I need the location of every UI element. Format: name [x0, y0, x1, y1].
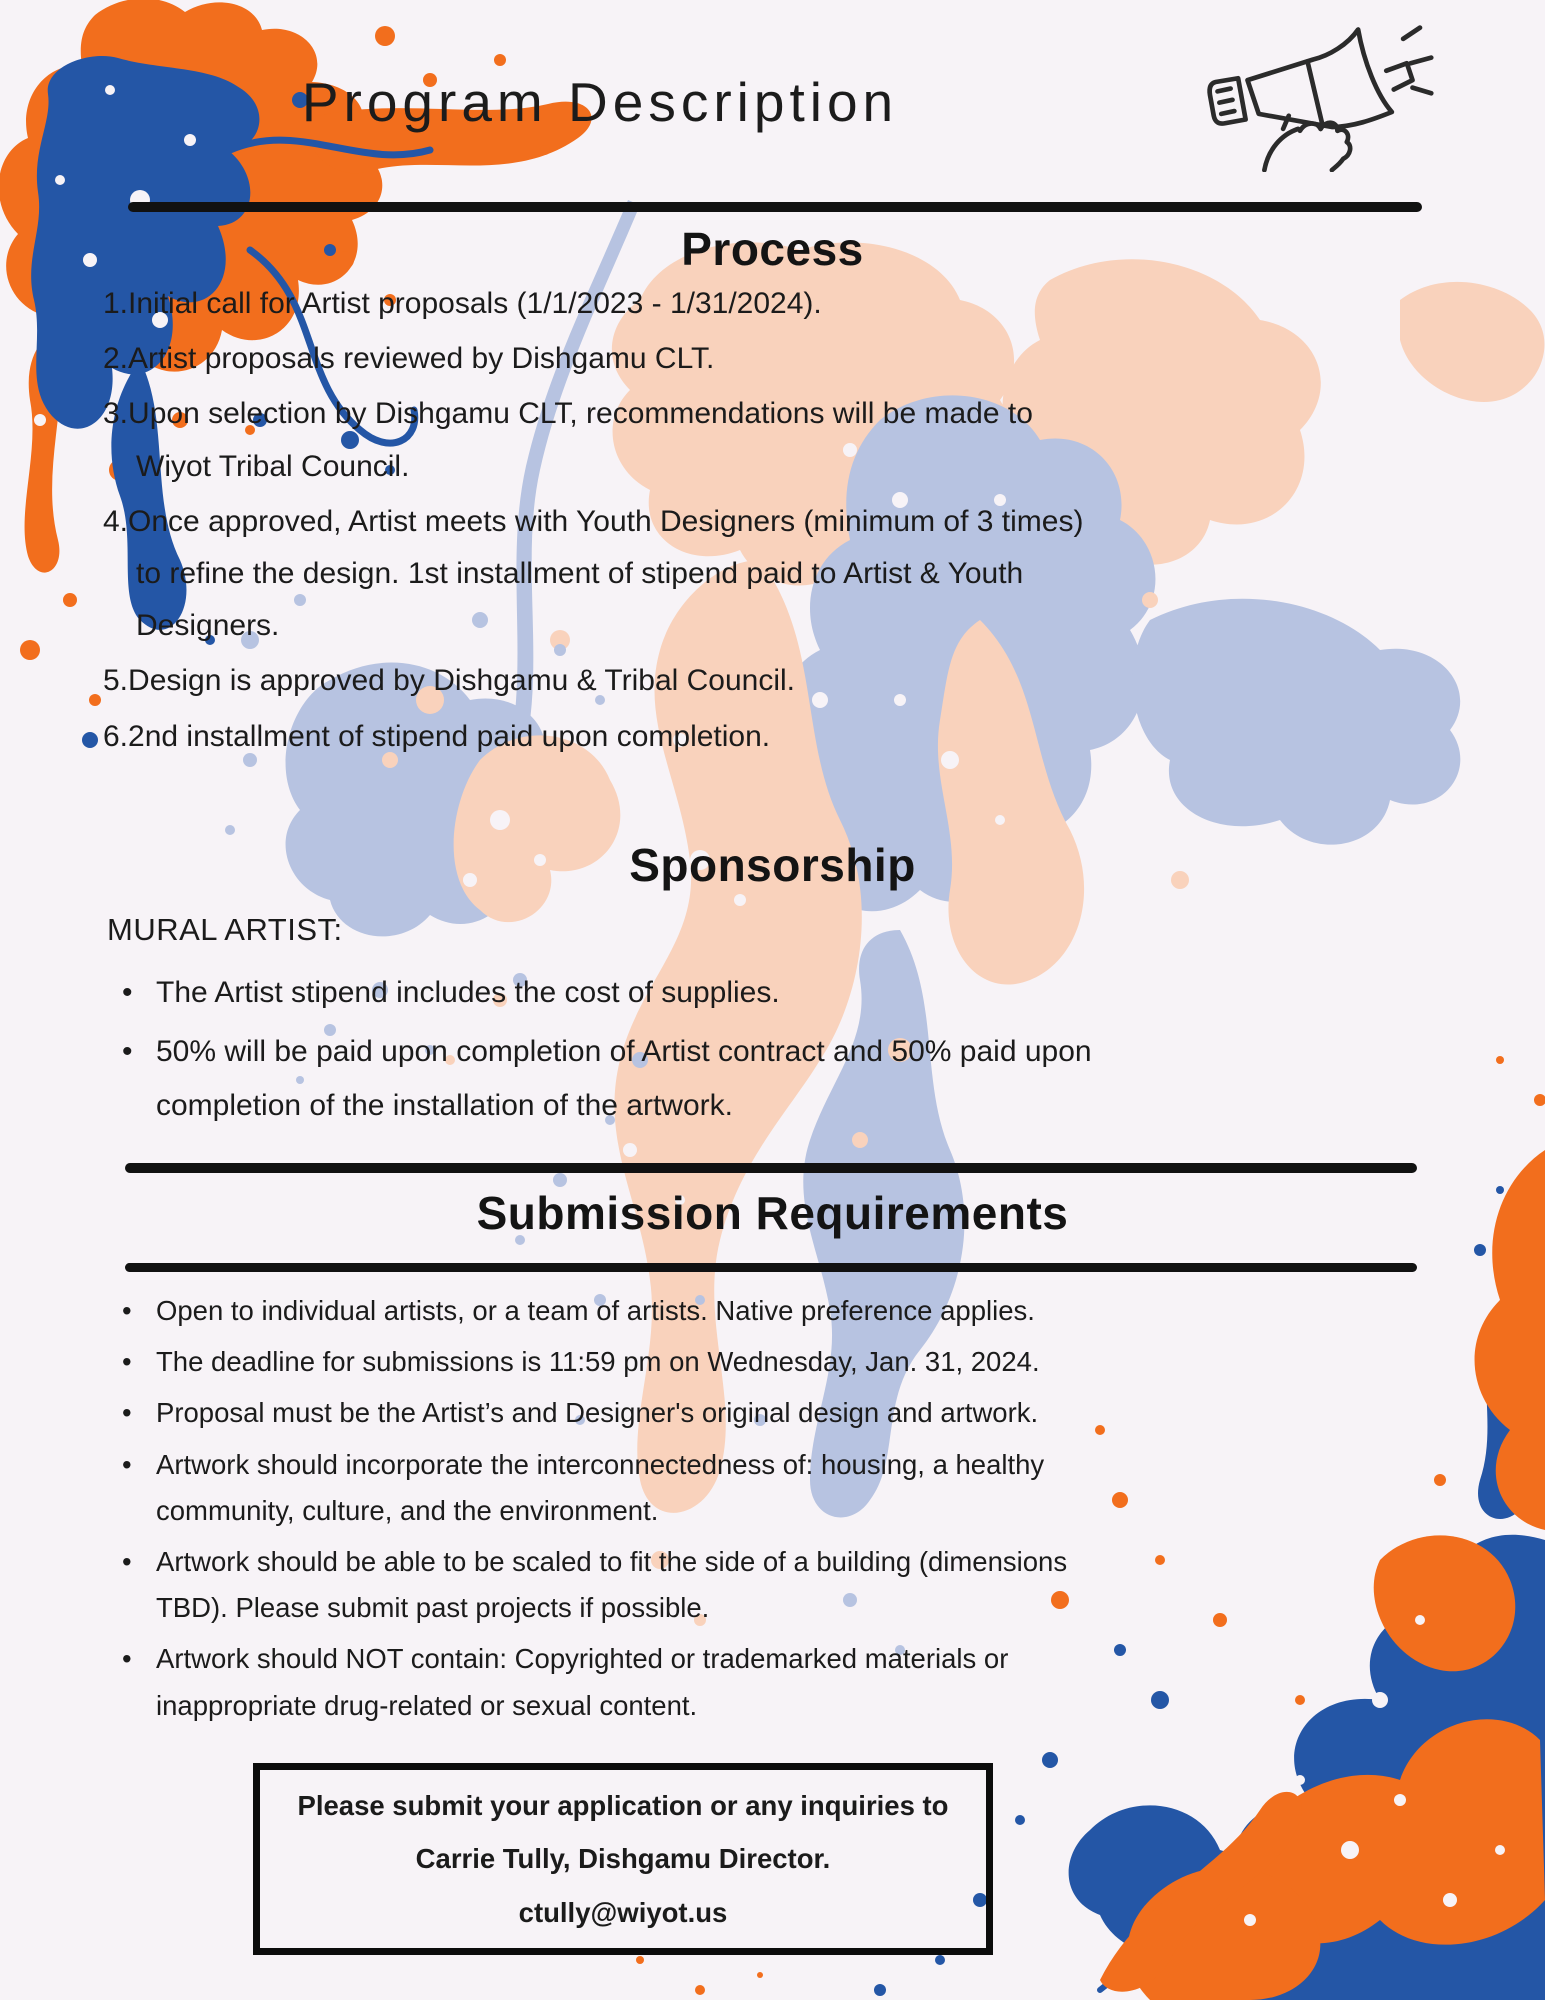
page-title: Program Description — [301, 71, 899, 133]
contact-email: ctully@wiyot.us — [518, 1896, 728, 1928]
list-number: 1. — [103, 287, 129, 320]
divider-top — [128, 202, 1422, 212]
list-item — [103, 388, 1113, 492]
contact-line: Please submit your application or any inquiries to — [297, 1789, 949, 1821]
list-number: 5. — [103, 664, 129, 698]
list-number: 2. — [103, 342, 129, 376]
list-text: Initial call for Artist proposals (1/1/2023 - 1/31/2024). — [128, 287, 822, 320]
list-item — [103, 496, 1113, 653]
contact-line: Carrie Tully, Dishgamu Director. — [415, 1843, 831, 1875]
list-number: 3. — [103, 397, 129, 431]
list-item: • Open to individual artists, or a team of artists. Native preference applies. — [122, 1288, 1127, 1334]
list-item — [103, 711, 1113, 763]
list-item — [103, 333, 1113, 385]
list-text: Design is approved by Dishgamu & Tribal Council. — [128, 664, 796, 698]
submission-list — [122, 1288, 1127, 1734]
list-item: • Artwork should be able to be scaled to fit the side of a building (dimensions TBD). Please submit past projects if possible. — [122, 1539, 1127, 1631]
list-item: • Proposal must be the Artist’s and Designer's original design and artwork. — [122, 1390, 1127, 1436]
list-item: • 50% will be paid upon completion of Artist contract and 50% paid upon completion of the installation of the artwork. — [122, 1025, 1132, 1134]
list-item — [103, 278, 1113, 330]
list-text: Once approved, Artist meets with Youth Designers (minimum of 3 times) to refine the design. 1st installment of stipend paid to Artist & Youth Designers. — [128, 504, 1084, 643]
list-text: Artist proposals reviewed by Dishgamu CLT. — [128, 342, 715, 376]
list-item: • Artwork should NOT contain: Copyrighted or trademarked materials or inappropriate drug-related or sexual content. — [122, 1636, 1127, 1728]
contact-box — [253, 1763, 993, 1955]
sponsorship-heading: Sponsorship — [629, 839, 916, 891]
list-item: • The deadline for submissions is 11:59 pm on Wednesday, Jan. 31, 2024. — [122, 1339, 1127, 1385]
list-number: 4. — [103, 504, 129, 538]
process-heading: Process — [681, 223, 864, 275]
divider-submission-bottom — [125, 1263, 1417, 1272]
list-item: • Artwork should incorporate the interconnectedness of: housing, a healthy community, culture, and the environment. — [122, 1442, 1127, 1534]
sponsorship-list — [122, 966, 1132, 1138]
submission-heading: Submission Requirements — [476, 1187, 1069, 1239]
list-text: Upon selection by Dishgamu CLT, recommendations will be made to Wiyot Tribal Council. — [128, 397, 1033, 483]
divider-submission-top — [125, 1163, 1417, 1173]
list-number: 6. — [103, 719, 129, 753]
list-item — [103, 655, 1113, 707]
megaphone-icon — [1195, 22, 1435, 172]
list-text: 2nd installment of stipend paid upon completion. — [128, 719, 771, 753]
process-list — [103, 278, 1113, 766]
list-item: • The Artist stipend includes the cost of supplies. — [122, 966, 1132, 1021]
mural-artist-label: MURAL ARTIST: — [107, 912, 343, 947]
